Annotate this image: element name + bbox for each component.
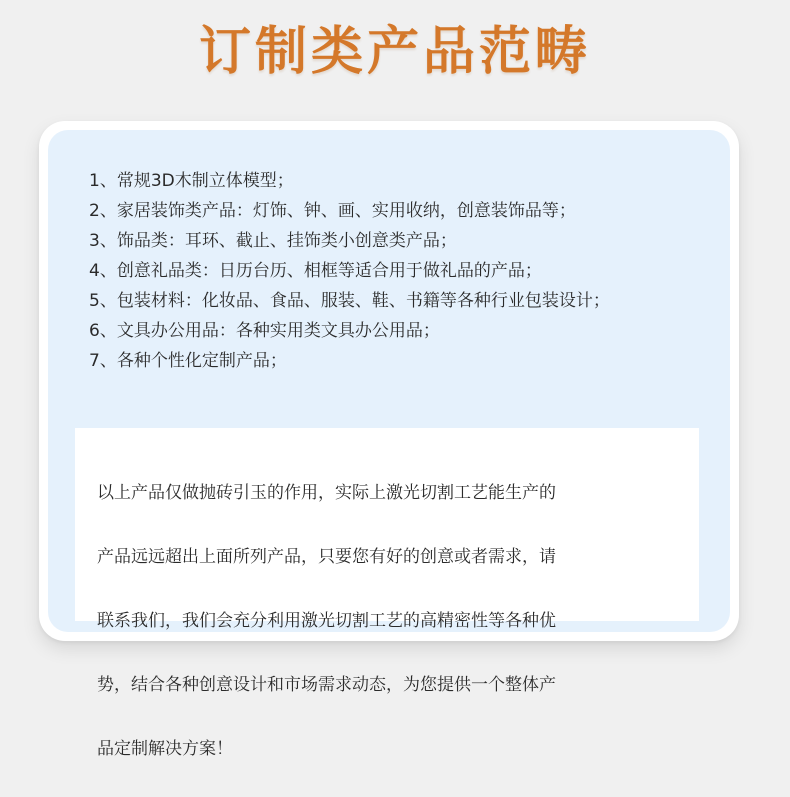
list-item: 2、家居装饰类产品：灯饰、钟、画、实用收纳，创意装饰品等； [89,201,576,221]
note-line: 以上产品仅做抛砖引玉的作用，实际上激光切割工艺能生产的 [97,483,556,503]
list-item: 6、文具办公用品：各种实用类文具办公用品； [89,321,440,341]
content-card-inner [48,130,730,759]
content-card [39,121,739,759]
note-text [97,445,687,797]
page-title: 订制类产品范畴 [198,22,591,82]
list-item: 7、各种个性化定制产品； [89,351,287,371]
list-item: 5、包装材料：化妆品、食品、服装、鞋、书籍等各种行业包装设计； [89,291,610,311]
list-item: 1、常规3D木制立体模型； [89,171,294,191]
note-box [75,428,699,759]
note-line: 势，结合各种创意设计和市场需求动态，为您提供一个整体产 [97,675,556,695]
product-category-list [89,166,610,376]
list-item: 4、创意礼品类：日历台历、相框等适合用于做礼品的产品； [89,261,542,281]
note-line: 产品远远超出上面所列产品，只要您有好的创意或者需求，请 [97,547,556,567]
note-line: 品定制解决方案！ [97,739,233,759]
list-item: 3、饰品类：耳环、截止、挂饰类小创意类产品； [89,231,457,251]
note-line: 联系我们，我们会充分利用激光切割工艺的高精密性等各种优 [97,611,556,631]
